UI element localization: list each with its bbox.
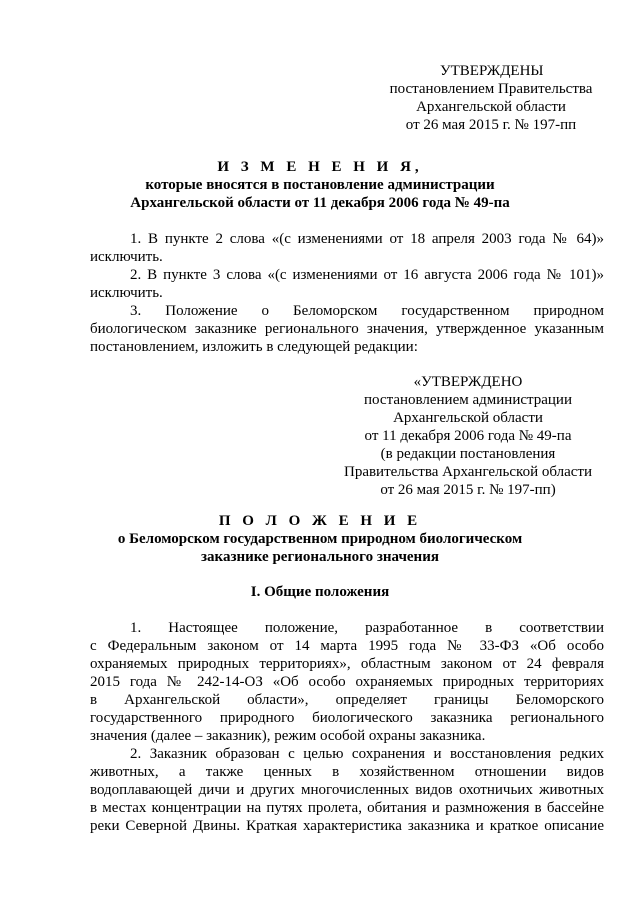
item-3-line-3: постановлением, изложить в следующей редакции: — [90, 339, 418, 355]
p2-line-4: в местах концентрации на путях пролета, обитания и размножения в бассейне — [90, 800, 604, 816]
p1-line-5: в Архангельской области», определяет границы Беломорского — [90, 692, 604, 708]
approved-line-7: от 26 мая 2015 г. № 197-пп) — [380, 482, 556, 498]
item-2-line-1: 2. В пункте 3 слова «(с изменениями от 16 августа 2006 года № 101)» — [130, 267, 604, 283]
p2-line-3: водоплавающей дичи и других многочисленных видов охотничьих животных — [90, 782, 604, 798]
p1-line-3: охраняемых природных территориях», областным законом от 24 февраля — [90, 656, 604, 672]
p1-line-6: государственного природного биологического заказника регионального — [90, 710, 604, 726]
item-1-line-1: 1. В пункте 2 слова «(с изменениями от 18 апреля 2003 года № 64)» — [130, 231, 604, 247]
p2-line-1: 2. Заказник образован с целью сохранения и восстановления редких — [130, 746, 604, 762]
approved-line-1: «УТВЕРЖДЕНО — [413, 374, 523, 390]
p2-line-5: реки Северной Двины. Краткая характеристика заказника и краткое описание — [90, 818, 604, 834]
p2-line-2: животных, а также ценных в хозяйственном отношении видов — [90, 764, 604, 780]
p1-line-4: 2015 года № 242-14-ОЗ «Об особо охраняемых природных территориях — [90, 674, 604, 690]
p1-line-1: 1. Настоящее положение, разработанное в соответствии — [130, 620, 604, 636]
item-1-line-2: исключить. — [90, 249, 163, 265]
approval-line-3: от 26 мая 2015 г. № 197-пп — [405, 117, 577, 133]
approval-line-1: постановлением Правительства — [389, 81, 593, 97]
changes-title: И З М Е Н Е Н И Я, — [217, 159, 423, 175]
approval-line-2: Архангельской области — [416, 99, 566, 115]
approval-heading: УТВЕРЖДЕНЫ — [440, 63, 544, 79]
section-title: I. Общие положения — [250, 584, 390, 600]
p1-line-7: значения (далее – заказник), режим особой охраны заказника. — [90, 728, 486, 744]
approved-line-6: Правительства Архангельской области — [343, 464, 592, 480]
item-3-line-2: биологическом заказнике регионального значения, утвержденное указанным — [90, 321, 604, 337]
changes-subtitle-1: которые вносятся в постановление администрации — [145, 177, 495, 193]
regulation-subtitle-1: о Беломорском государственном природном биологическом — [117, 531, 523, 547]
changes-subtitle-2: Архангельской области от 11 декабря 2006 года № 49-па — [130, 195, 510, 211]
p1-line-2: с Федеральным законом от 14 марта 1995 года № 33-ФЗ «Об особо — [90, 638, 604, 654]
regulation-title: П О Л О Ж Е Н И Е — [218, 513, 422, 529]
approved-line-5: (в редакции постановления — [380, 446, 556, 462]
item-2-line-2: исключить. — [90, 285, 163, 301]
approved-line-4: от 11 декабря 2006 года № 49-па — [364, 428, 572, 444]
approved-line-3: Архангельской области — [393, 410, 543, 426]
item-3-line-1: 3. Положение о Беломорском государственном природном — [130, 303, 604, 319]
regulation-subtitle-2: заказнике регионального значения — [201, 549, 439, 565]
approved-line-2: постановлением администрации — [364, 392, 572, 408]
